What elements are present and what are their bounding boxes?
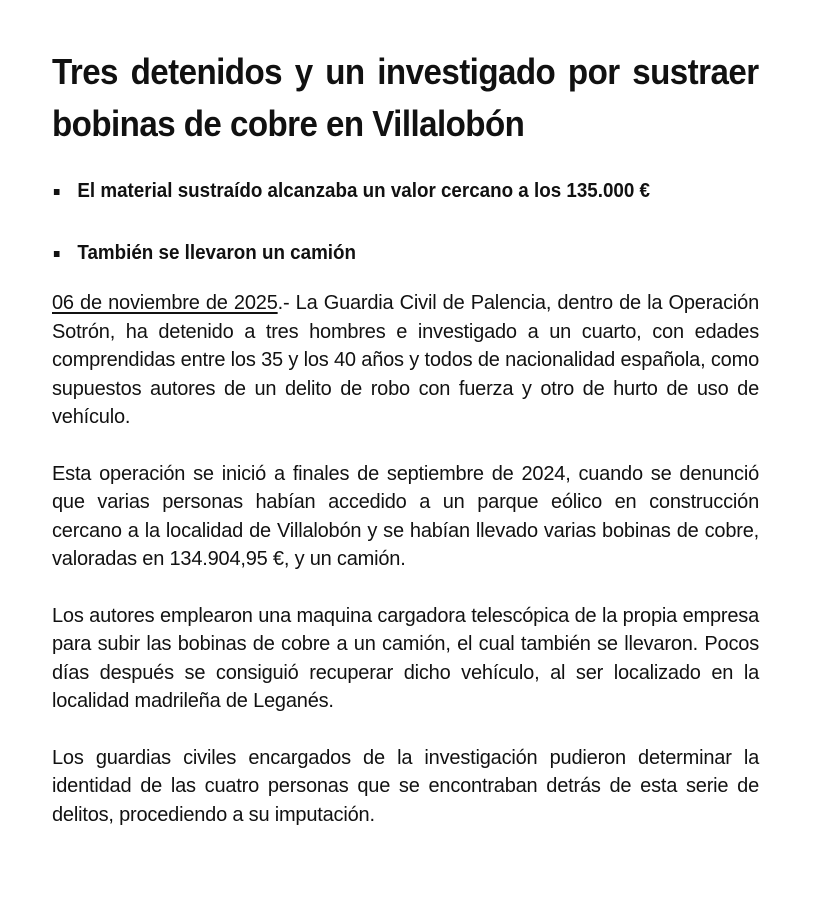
highlight-item bbox=[52, 239, 717, 267]
square-bullet-icon bbox=[54, 251, 60, 257]
body-paragraph bbox=[52, 289, 759, 432]
body-paragraph: Esta operación se inició a finales de septiembre de 2024, cuando se denunció que varias personas habían accedido a un parque eólico en construcción cercano a la localidad de Villalobón y se habían llevado varias bobinas de cobre, valoradas en 134.904,95 €, y un camión. bbox=[52, 462, 759, 570]
press-release bbox=[52, 46, 759, 857]
paragraph-text: La Guardia Civil de Palencia, dentro de la Operación Sotrón, ha detenido a tres hombres e investigado a un cuarto, con edades comprendidas entre los 35 y los 40 años y todos de nacionalidad española, como supuestos autores de un delito de robo con fuerza y otro de hurto de uso de vehículo. bbox=[52, 292, 759, 428]
dateline-separator: .- bbox=[277, 292, 290, 314]
body-paragraph: Los guardias civiles encargados de la investigación pudieron determinar la identidad de las cuatro personas que se encontraban detrás de esta serie de delitos, procediendo a su imputación. bbox=[52, 746, 759, 826]
highlights-list bbox=[52, 177, 759, 267]
highlight-text: También se llevaron un camión bbox=[77, 242, 356, 264]
square-bullet-icon bbox=[54, 189, 60, 195]
dateline-date: 06 de noviembre de 2025 bbox=[52, 292, 278, 314]
highlight-text: El material sustraído alcanzaba un valor cercano a los 135.000 € bbox=[77, 180, 651, 202]
body-paragraph: Los autores emplearon una maquina cargadora telescópica de la propia empresa para subir las bobinas de cobre a un camión, el cual también se llevaron. Pocos días después se consiguió recuperar dicho vehículo, al ser localizado en la localidad madrileña de Leganés. bbox=[52, 604, 759, 712]
headline: Tres detenidos y un investigado por sustraer bobinas de cobre en Villalobón bbox=[52, 51, 759, 144]
highlight-item bbox=[52, 177, 717, 205]
